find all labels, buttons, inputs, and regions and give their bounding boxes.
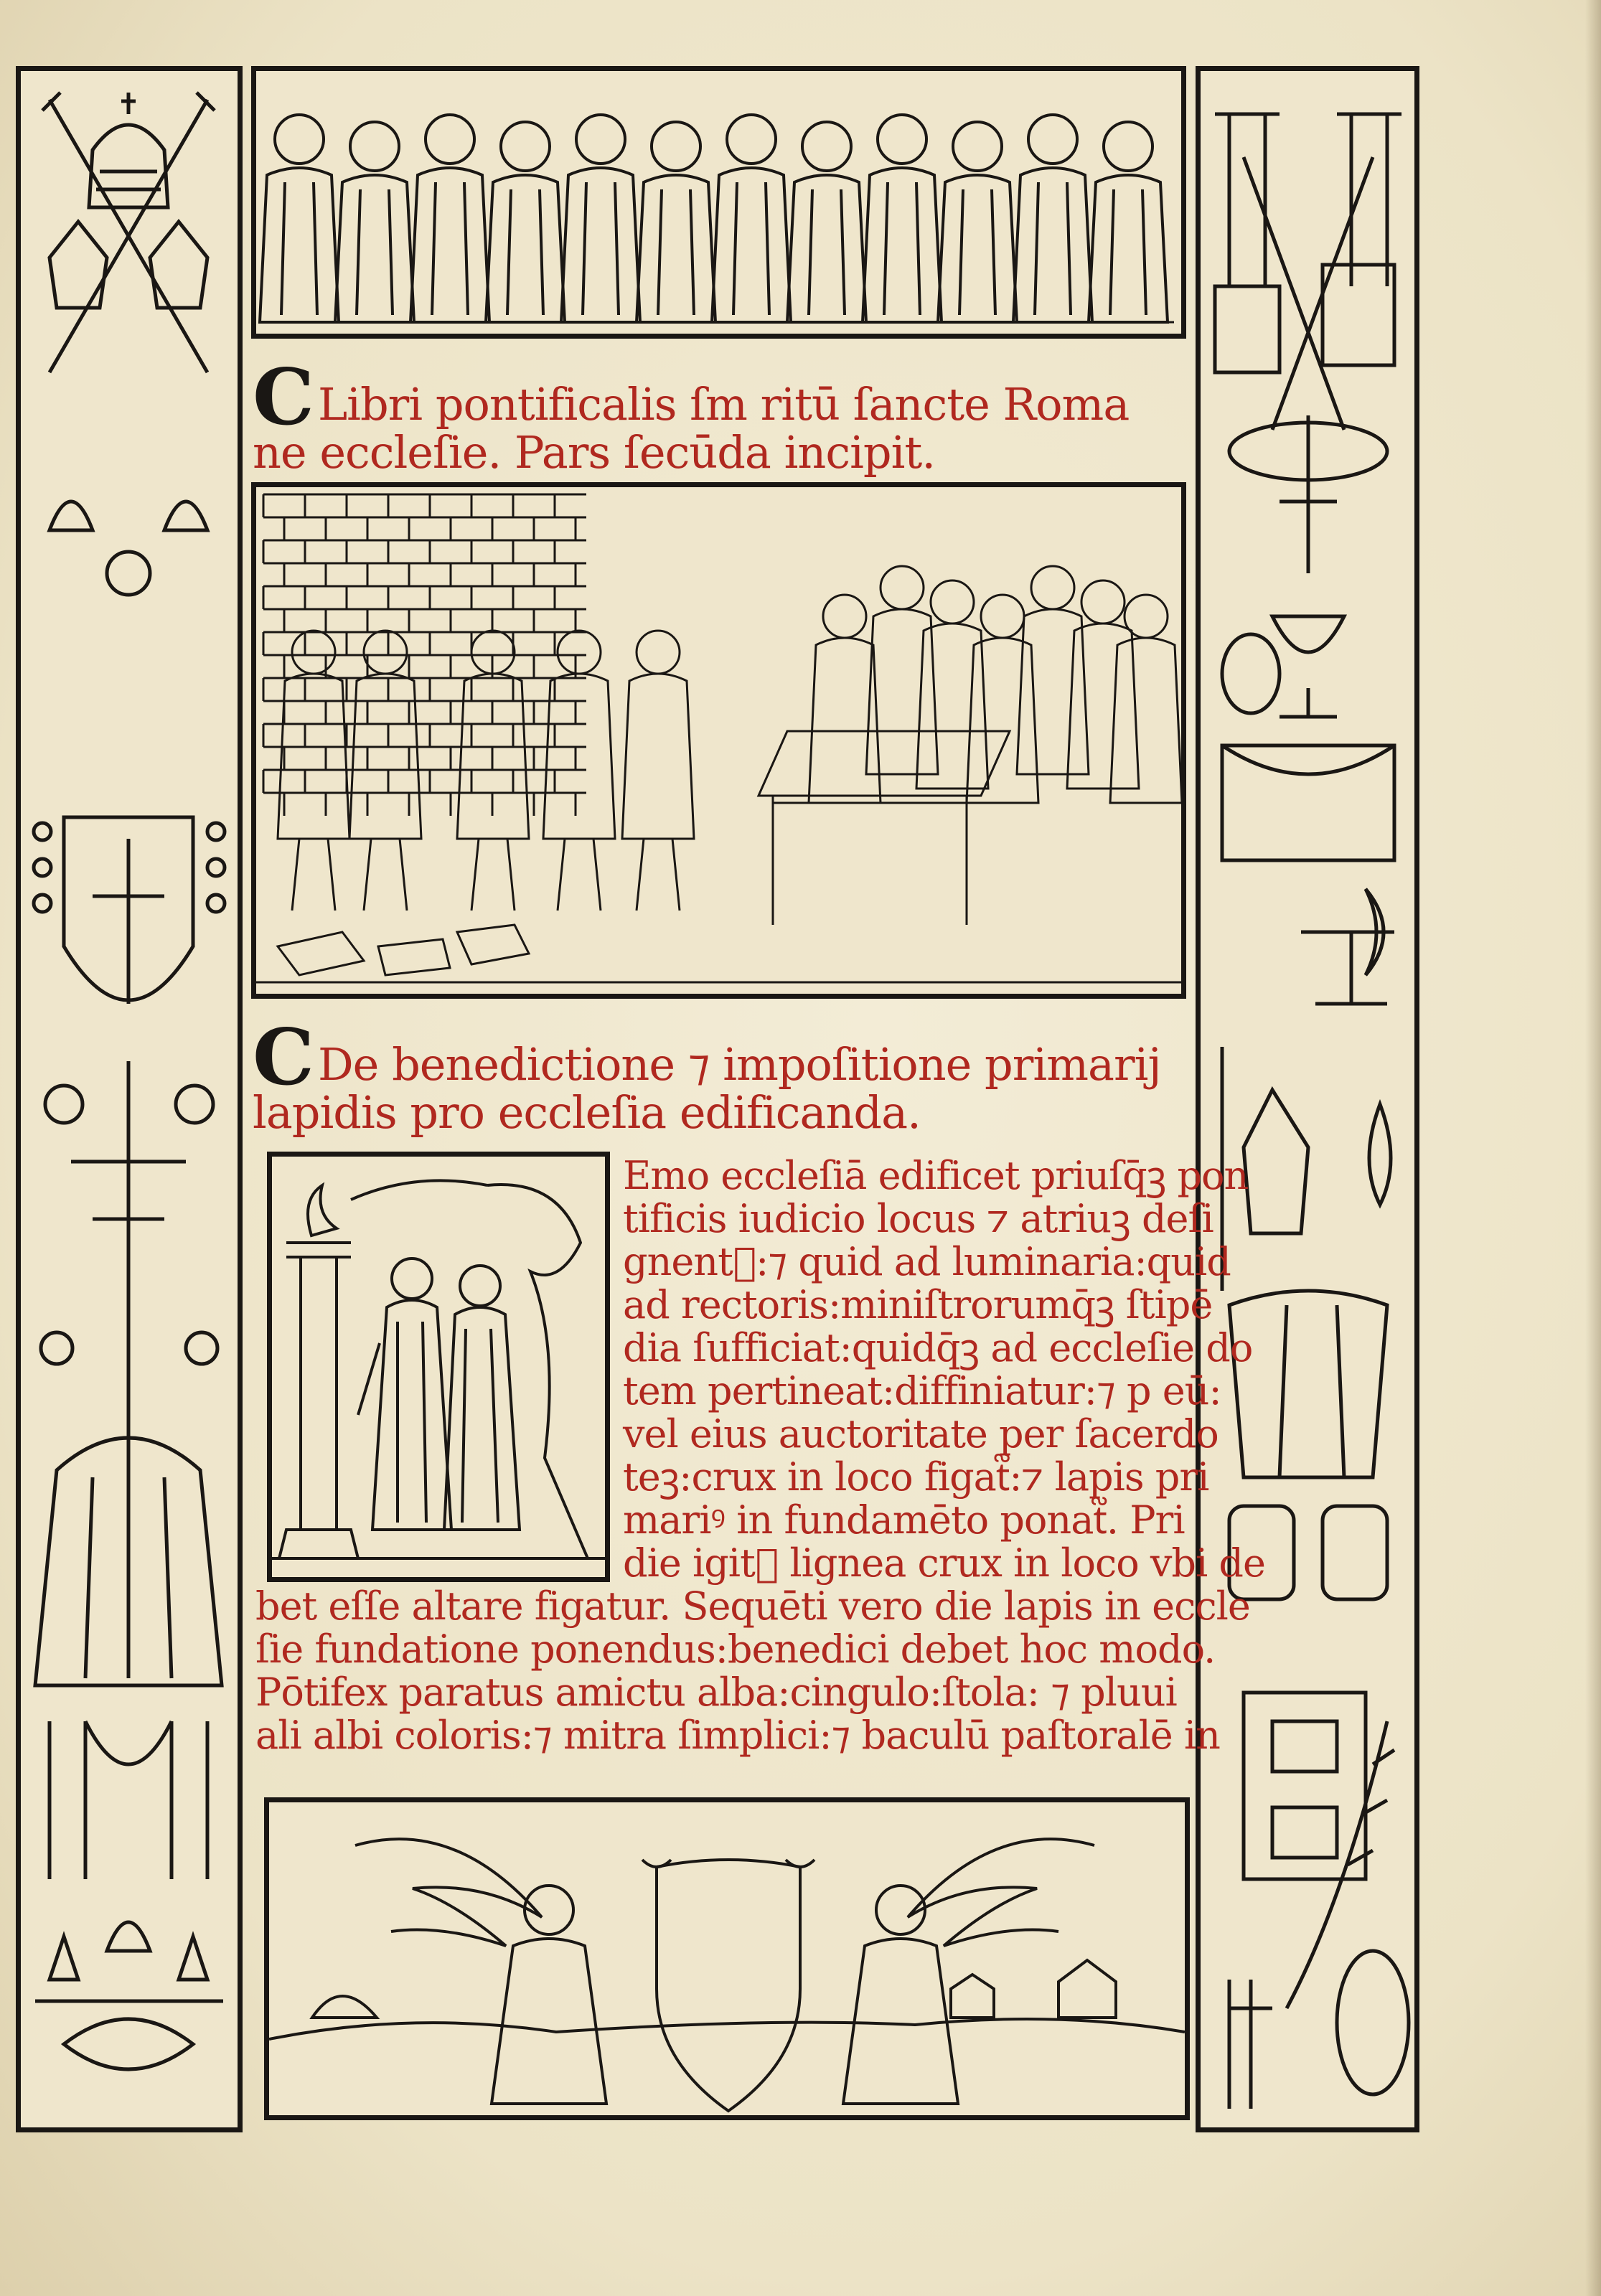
body-line-2: tificis iudicio locus ⁊ atriuꝫ deſi (623, 1196, 1213, 1241)
building-scene-illustration (256, 487, 1181, 994)
body-line-4: ad rectoris:miniſtrorumq̄ꝫ ſtipē (623, 1282, 1213, 1327)
body-line-13: Pōtifex paratus amictu alba:cingulo:ſtola: ⁊ pluui (255, 1670, 1177, 1715)
angels-shield-illustration (269, 1802, 1185, 2115)
body-line-11: bet eſſe altare figatur. Sequēti vero die lapis in eccle (255, 1584, 1250, 1629)
liturgical-objects-illustration (1201, 71, 1414, 2127)
section-heading-line-1 (253, 1012, 1161, 1103)
paragraph-mark-icon: C (253, 1012, 314, 1103)
body-line-9: mariꝰ in fundamēto ponat᷑. Pri (623, 1497, 1185, 1543)
body-line-5: dia ſufficiat:quidq̄ꝫ ad eccleſie do (623, 1325, 1253, 1370)
page-edge-shadow (1585, 0, 1601, 2296)
title-line-1 (253, 352, 1130, 443)
building-scene-woodcut (251, 482, 1186, 999)
body-line-3: gnent᷑:⁊ quid ad luminaria:quid (623, 1239, 1231, 1284)
body-line-1: Emo eccleſiā edificet priuſq̄ꝫ pon (623, 1153, 1249, 1198)
apostles-woodcut (251, 66, 1186, 339)
angels-shield-woodcut (264, 1797, 1190, 2120)
body-line-10: die igit᷑ lignea crux in loco vbi de (623, 1540, 1265, 1586)
right-border-woodcut (1196, 66, 1419, 2132)
body-line-14: ali albi coloris:⁊ mitra ſimplici:⁊ baculū paſtoralē in (255, 1713, 1220, 1758)
title-line-2: ne eccleſie. Pars ſecūda incipit. (253, 426, 936, 479)
title-text-1: Libri pontificalis ſm ritū ſancte Roma (317, 378, 1130, 430)
historiated-initial-woodcut (267, 1152, 610, 1582)
regalia-illustration (21, 71, 238, 2127)
initial-illustration (272, 1157, 605, 1577)
section-heading-line-2: lapidis pro eccleſia edificanda. (253, 1086, 921, 1139)
body-line-7: vel eius auctoritate per ſacerdo (623, 1411, 1219, 1457)
body-line-6: tem pertineat:diffiniatur:⁊ p eū: (623, 1368, 1221, 1413)
section-heading-text-1: De benedictione ⁊ impoſitione primarij (317, 1038, 1161, 1091)
body-line-12: ſie fundatione ponendus:benedici debet hoc modo. (255, 1627, 1216, 1672)
left-border-woodcut (16, 66, 243, 2132)
paragraph-mark-icon: C (253, 352, 314, 443)
apostles-illustration (256, 71, 1181, 334)
body-line-8: teꝫ:crux in loco figat᷑:⁊ lapis pri (623, 1454, 1209, 1500)
